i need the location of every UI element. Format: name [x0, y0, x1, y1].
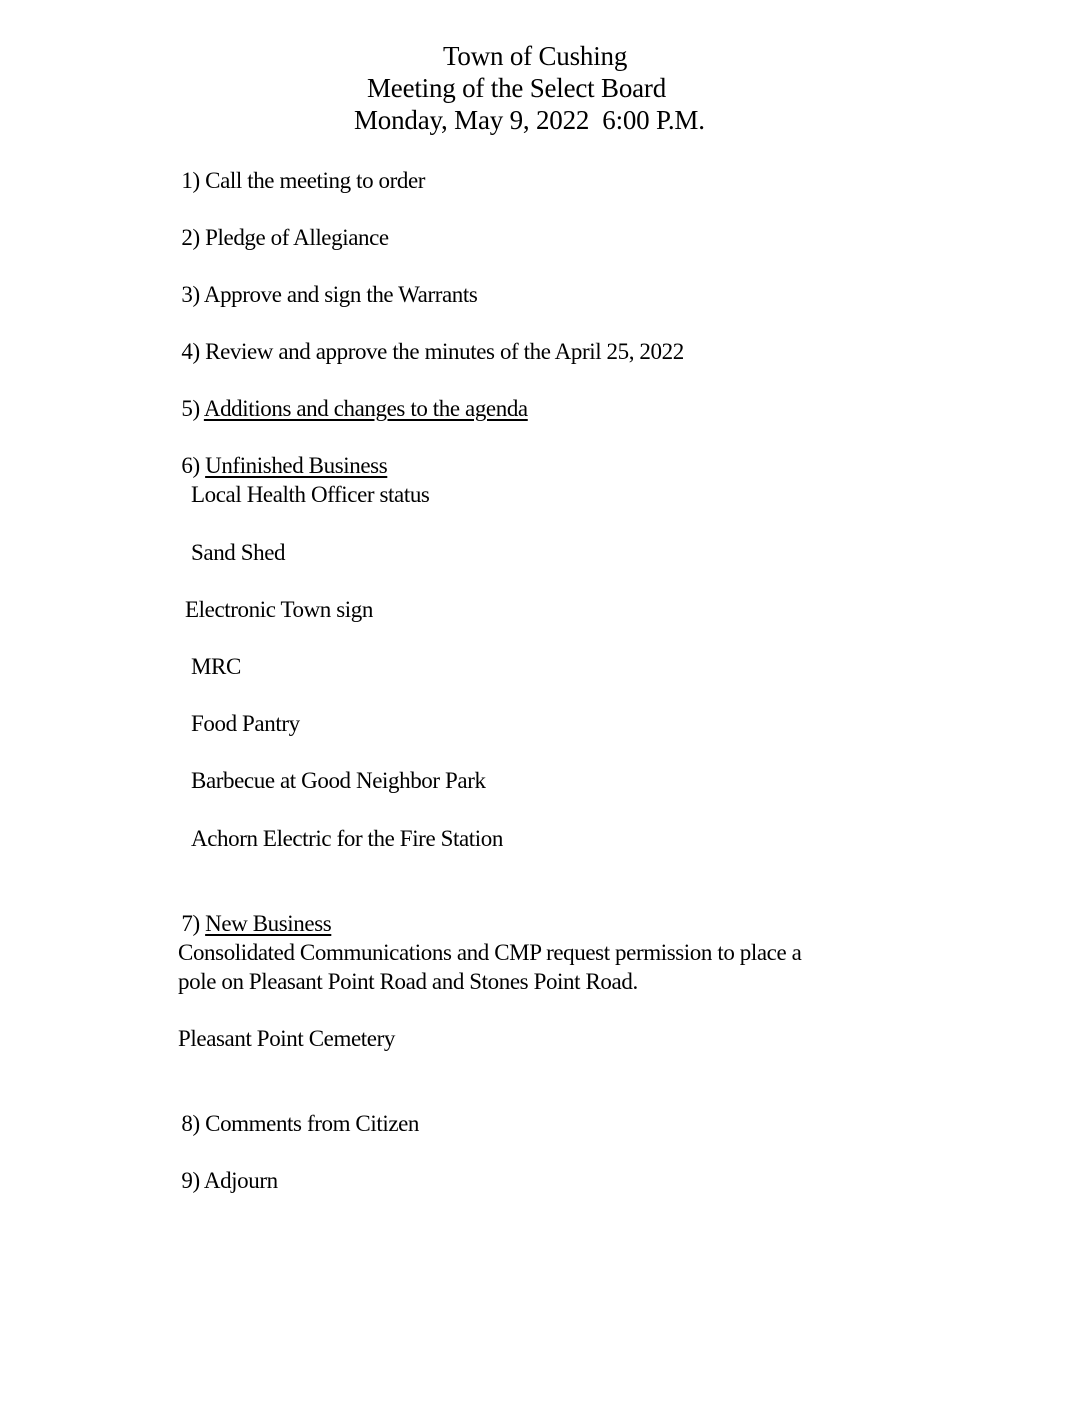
agenda-number: 3) [181, 282, 200, 307]
agenda-label: Approve and sign the Warrants [203, 282, 478, 307]
meeting-datetime: Monday, May 9, 2022 6:00 P.M. [354, 105, 705, 135]
agenda-label: Adjourn [203, 1168, 278, 1193]
agenda-number: 2) [181, 225, 200, 250]
agenda-number: 8) [181, 1111, 200, 1136]
agenda-label: Comments from Citizen [205, 1111, 420, 1136]
agenda-label: Pledge of Allegiance [205, 225, 389, 250]
agenda-number: 7) [181, 911, 200, 936]
agenda-number: 5) [181, 396, 200, 421]
agenda-label: Call the meeting to order [205, 168, 426, 193]
unfinished-item: Sand Shed [191, 540, 286, 565]
agenda-number: 6) [181, 453, 200, 478]
agenda-heading: Unfinished Business [205, 453, 388, 478]
unfinished-item: Food Pantry [191, 711, 300, 736]
agenda-number: 9) [181, 1168, 200, 1193]
agenda-number: 4) [181, 339, 200, 364]
town-name: Town of Cushing [443, 41, 628, 71]
new-business-item: Pleasant Point Cemetery [178, 1026, 395, 1051]
new-business-item-continued: pole on Pleasant Point Road and Stones Point Road. [178, 969, 638, 994]
meeting-title: Meeting of the Select Board [367, 73, 667, 103]
agenda-item-9 [160, 1139, 278, 1223]
agenda-heading: New Business [205, 911, 332, 936]
unfinished-item: Local Health Officer status [191, 482, 430, 507]
agenda-label: Review and approve the minutes of the April 25, 2022 [205, 339, 684, 364]
unfinished-item: Barbecue at Good Neighbor Park [191, 768, 486, 793]
unfinished-item: MRC [191, 654, 241, 679]
unfinished-item: Electronic Town sign [185, 597, 373, 622]
agenda-heading: Additions and changes to the agenda [203, 396, 528, 421]
agenda-number: 1) [181, 168, 200, 193]
unfinished-item: Achorn Electric for the Fire Station [191, 826, 503, 851]
new-business-item: Consolidated Communications and CMP request permission to place a [178, 940, 802, 965]
